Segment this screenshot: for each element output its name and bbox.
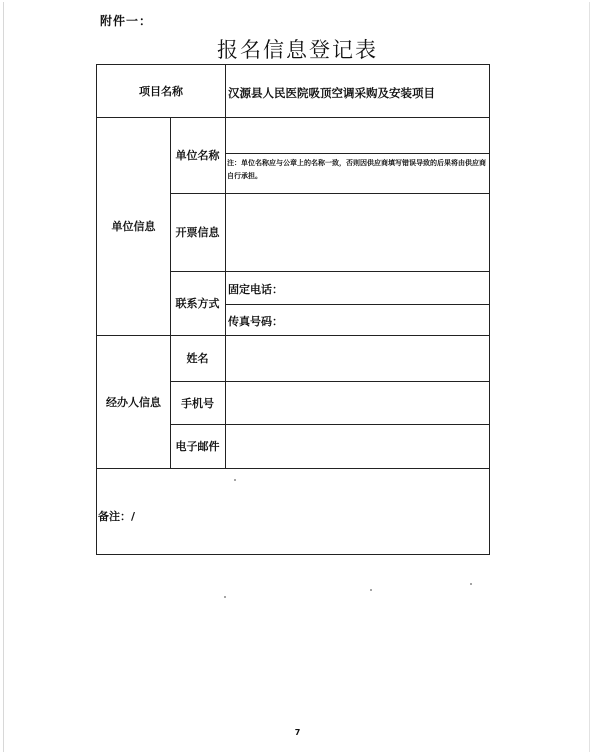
agent-name-label: 姓名 — [186, 352, 209, 365]
scan-speck — [224, 596, 226, 598]
column-divider — [225, 117, 226, 468]
form-title: 报名信息登记表 — [217, 38, 378, 62]
unit-name-label: 单位名称 — [175, 149, 220, 162]
row-divider — [225, 153, 489, 154]
scan-speck — [470, 583, 472, 585]
remark-label: 备注：/ — [98, 510, 136, 523]
contact-method-label: 联系方式 — [175, 297, 220, 310]
agent-info-label: 经办人信息 — [106, 395, 161, 409]
landline-label: 固定电话： — [228, 283, 283, 296]
row-divider — [225, 304, 489, 305]
unit-info-label: 单位信息 — [111, 220, 156, 233]
attachment-label: 附件一： — [100, 14, 153, 28]
scan-speck — [234, 479, 236, 481]
project-name-value: 汉源县人民医院吸顶空调采购及安装项目 — [228, 86, 435, 100]
mobile-label: 手机号 — [181, 396, 214, 410]
unit-name-note: 注：单位名称应与公章上的名称一致，否则因供应商填写错误导致的后果将由供应商自行承担。 — [227, 159, 486, 180]
email-label: 电子邮件 — [175, 440, 220, 453]
invoice-info-label: 开票信息 — [175, 226, 220, 239]
row-divider — [97, 468, 489, 469]
project-name-label: 项目名称 — [139, 85, 183, 98]
fax-label: 传真号码： — [228, 315, 283, 328]
page-number: 7 — [294, 728, 301, 737]
scan-speck — [370, 589, 372, 591]
registration-form-table — [96, 64, 490, 555]
column-divider — [225, 65, 226, 117]
